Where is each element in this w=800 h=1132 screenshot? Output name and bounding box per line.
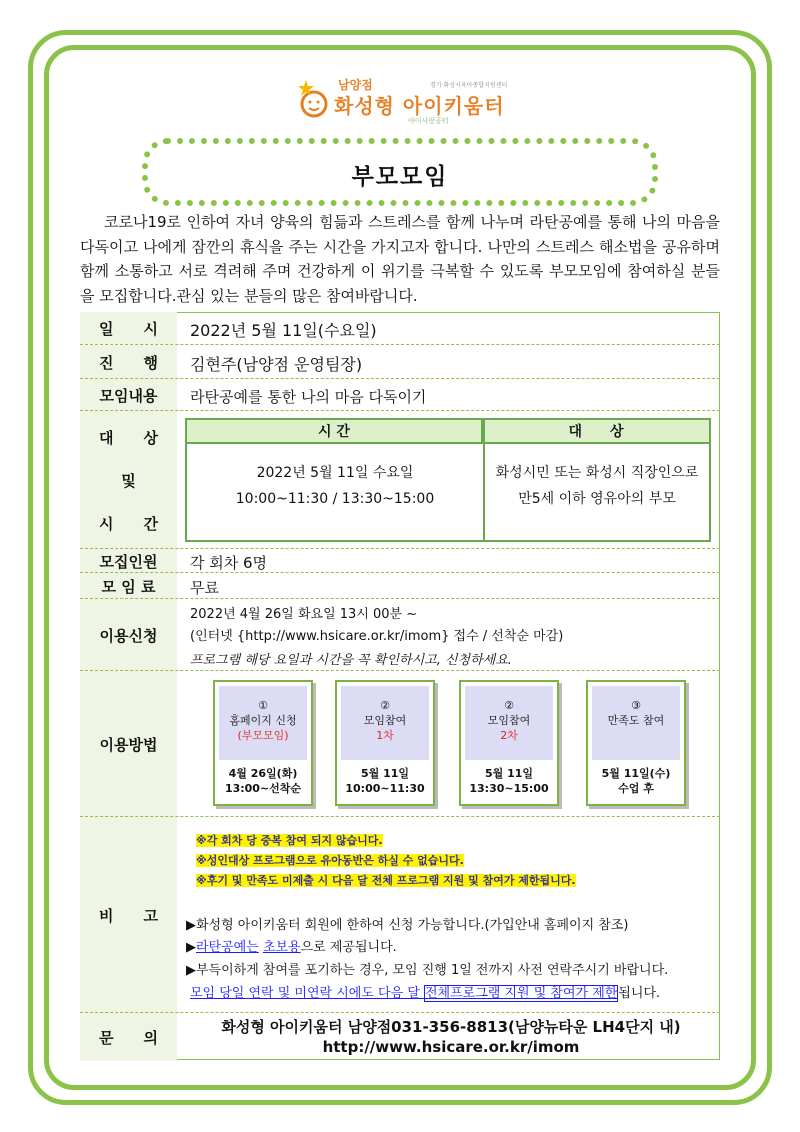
step-sub: 1차 <box>376 729 394 742</box>
step-title: 만족도 참여 <box>607 714 665 727</box>
row-apply <box>80 598 720 671</box>
target-line-1: 화성시민 또는 화성시 직장인으로 <box>495 465 699 481</box>
sun-face-icon <box>298 80 334 120</box>
step-number: ② <box>504 699 514 712</box>
step-time: 10:00~11:30 <box>345 782 425 795</box>
step-card-2 <box>335 680 435 806</box>
schedule-table <box>185 418 711 542</box>
bullet-4: 모임 당일 연락 및 미연락 시에도 다음 달 전체프로그램 지원 및 참여가 제한됩니다. <box>190 986 661 1001</box>
row-date <box>80 312 720 344</box>
label-date: 일 시 <box>80 312 177 344</box>
label-target-2: 및 <box>121 471 136 490</box>
row-host <box>80 344 720 379</box>
step-time: 13:30~15:00 <box>469 782 549 795</box>
target-cell <box>485 460 709 512</box>
step-title: 모임참여 <box>363 714 407 727</box>
step-date: 4월 26일(화) <box>228 767 298 780</box>
step-date: 5월 11일 <box>484 767 534 780</box>
note-1: ※각 회차 당 중복 참여 되지 않습니다. <box>196 834 383 847</box>
apply-line-1: 2022년 4월 26일 화요일 13시 00분 ~ <box>190 607 418 622</box>
target-line-2: 만5세 이하 영유아의 부모 <box>518 491 676 507</box>
label-contact: 문 의 <box>80 1013 177 1061</box>
target-header: 대 상 <box>483 420 709 444</box>
page-title: 부모모임 <box>351 164 449 190</box>
contact-line-1: 화성형 아이키움터 남양점031-356-8813(남양뉴타운 LH4단지 내) <box>221 1018 681 1036</box>
note-2: ※성인대상 프로그램으로 유아동반은 하실 수 없습니다. <box>196 854 464 867</box>
label-target-3: 시 간 <box>99 514 158 533</box>
step-time: 13:00~선착순 <box>224 782 302 795</box>
brand-name: 화성형 아이키움터 <box>334 94 505 118</box>
row-fee <box>80 572 720 599</box>
brand-subtitle: 아이사랑공터 <box>408 117 449 125</box>
intro-text: 코로나19로 인하여 자녀 양육의 힘듦과 스트레스를 함께 나누며 라탄공예를 통해 나의 마음을 다독이고 나에게 잠깐의 휴식을 주는 시간을 가지고자 합니다. 나만의 스트레스 해소법을 공유하며 함께 소통하고 서로 격려해 주며 건강하게 이 위기를 극복할 수 있도록 부모모임에 참여하실 분들을 모집합니다.관심 있는 분들의 많은 참여바랍니다. <box>80 213 720 305</box>
logo <box>298 76 508 128</box>
step-sub: 2차 <box>500 729 518 742</box>
step-title: 홈페이지 신청 <box>229 714 297 727</box>
value-content: 라탄공예를 통한 나의 마음 다독이기 <box>190 388 427 406</box>
time-line-2: 10:00~11:30 / 13:30~15:00 <box>235 491 435 507</box>
step-date: 5월 11일 <box>360 767 410 780</box>
time-cell <box>187 460 483 512</box>
label-target-1: 대 상 <box>99 428 158 447</box>
value-host: 김현주(남양점 운영팀장) <box>190 355 363 374</box>
bullet-2: ▶라탄공예는 초보용으로 제공됩니다. <box>186 940 397 955</box>
bullet-1: ▶화성형 아이키움터 회원에 한하여 신청 가능합니다.(가입안내 홈페이지 참조) <box>186 918 629 933</box>
label-host: 진 행 <box>80 345 177 379</box>
apply-line-2: (인터넷 {http://www.hsicare.or.kr/imom} 접수 / 선착순 마감) <box>190 629 564 644</box>
step-title: 모임참여 <box>487 714 531 727</box>
rattan-link: 라탄공예는 <box>196 940 259 955</box>
label-capacity: 모집인원 <box>80 549 177 573</box>
row-capacity <box>80 548 720 573</box>
step-date: 5월 11일(수) <box>601 767 671 780</box>
contact-url[interactable]: http://www.hsicare.or.kr/imom <box>322 1038 580 1056</box>
label-fee: 모 임 료 <box>80 573 177 599</box>
value-capacity: 각 회차 6명 <box>190 554 268 572</box>
label-remarks: 비 고 <box>80 817 177 1013</box>
label-apply: 이용신청 <box>80 599 177 671</box>
bullet-3: ▶부득이하게 참여를 포기하는 경우, 모임 진행 1일 전까지 사전 연락주시기 바랍니다. <box>186 963 669 978</box>
note-3: ※후기 및 만족도 미제출 시 다음 달 전체 프로그램 지원 및 참여가 제한됩니다. <box>196 874 576 887</box>
step-number: ③ <box>631 699 641 712</box>
step-card-3 <box>459 680 559 806</box>
time-line-1: 2022년 5월 11일 수요일 <box>256 465 414 481</box>
value-fee: 무료 <box>190 579 219 597</box>
label-target <box>80 411 177 549</box>
beginner-link: 초보용 <box>262 940 301 955</box>
step-time: 수업 후 <box>618 782 654 795</box>
org-name: 경기·화성시육아종합지원센터 <box>430 82 508 89</box>
value-date: 2022년 5월 11일(수요일) <box>190 321 377 340</box>
branch-name: 남양점 <box>338 78 373 92</box>
label-method: 이용방법 <box>80 671 177 817</box>
time-header: 시 간 <box>187 420 483 444</box>
step-sub: (부모모임) <box>237 729 289 742</box>
label-content: 모임내용 <box>80 379 177 411</box>
step-card-4 <box>586 680 686 806</box>
apply-note: 프로그램 해당 요일과 시간을 꼭 확인하시고, 신청하세요. <box>190 653 512 668</box>
step-card-1 <box>213 680 313 806</box>
step-number: ② <box>380 699 390 712</box>
step-number: ① <box>258 699 268 712</box>
row-content <box>80 378 720 411</box>
